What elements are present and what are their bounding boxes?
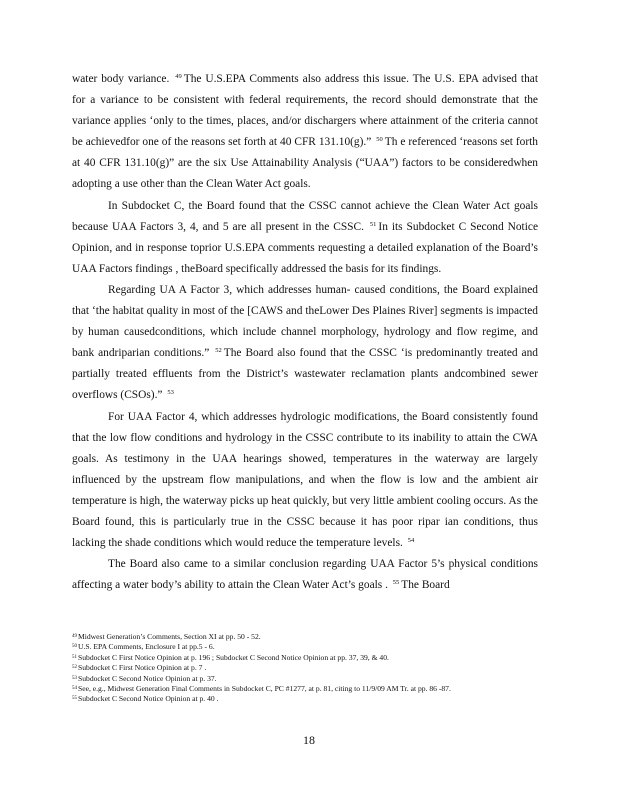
paragraph-text: water body variance. [72, 73, 174, 85]
footnote-text: Subdocket C Second Notice Opinion at p. 37. [78, 673, 217, 683]
footnote-text: Subdocket C First Notice Opinion at p. 7 . [78, 663, 207, 673]
footnote-number: 51 [72, 654, 77, 660]
footnote-number: 55 [72, 696, 77, 702]
paragraph-text: Th e referenced ‘reasons set forth at 40 CFR 131.10(g)” are the six Use Attainability Analysis (“UAA”) factors to be consideredwhen adopting a use other than the Clean Water Act goals. [72, 136, 538, 191]
footnote-text: Midwest Generation’s Comments, Section XI at pp. 50 - 52. [78, 632, 261, 641]
paragraph [72, 196, 538, 280]
footnote-number: 50 [72, 644, 77, 650]
footnote-marker: 51 [369, 220, 377, 228]
footnotes [72, 632, 538, 705]
paragraph-text: Regarding UA A Factor 3, which addresses human- caused conditions, the Board explained that ‘the habitat quality in most of the [CAWS and theLower Des Plaines River] segments is impacted by human causedconditions, which include channel morphology, hydrology and flow regime, and bank andriparian conditions.” [72, 283, 538, 360]
paragraph-text: The U.S.EPA Comments also address this issue. The U.S. EPA advised that for a variance to be consistent with federal requirements, the record should demonstrate that the variance applies ‘only to the times, places, and/or dischargers where attainment of the criteria cannot be achievedfor one of the reasons set forth at 40 CFR 131.10(g).” [72, 73, 538, 149]
footnote-marker: 53 [167, 389, 174, 397]
footnote [72, 632, 538, 642]
footnote-marker: 52 [215, 347, 222, 355]
paragraph-text: The Board [401, 579, 450, 592]
footnote-text: See, e.g., Midwest Generation Final Comments in Subdocket C, PC #1277, at p. 81, citing to 11/9/09 AM Tr. at pp. 86 -87. [78, 684, 451, 694]
footnote-marker: 54 [407, 537, 415, 545]
body-text [72, 69, 538, 596]
footnote-number: 52 [72, 665, 77, 671]
footnote-marker: 50 [376, 136, 383, 144]
paragraph-text: In Subdocket C, the Board found that the CSSC cannot achieve the Clean Water Act goals because UAA Factors 3, 4, and 5 are all present in the CSSC. [72, 199, 538, 233]
footnote-text: Subdocket C First Notice Opinion at p. 196 ; Subdocket C Second Notice Opinion at pp. 37, 39, & 40. [78, 652, 389, 662]
footnote [72, 653, 538, 663]
paragraph [72, 280, 538, 407]
paragraph [72, 69, 538, 196]
footnote [72, 642, 538, 652]
footnote [72, 684, 538, 694]
paragraph-text: For UAA Factor 4, which addresses hydrologic modifications, the Board consistently found that the low flow conditions and hydrology in the CSSC contribute to its inability to attain the CWA goals. As testimony in the UAA hearings showed, temperatures in the waterway are largely influenced by the upstream flow manipulations, and when the flow is low and the ambient air temperature is high, the waterway picks up heat quickly, but very little ambient cooling occurs. As the Board found, this is particularly true in the CSSC because it has poor ripar ian conditions, thus lacking the shade conditions which would reduce the temperature levels. [72, 410, 538, 550]
paragraph [72, 554, 538, 596]
footnote-number: 49 [72, 634, 77, 639]
footnote-text: Subdocket C Second Notice Opinion at p. 40 . [78, 694, 219, 704]
paragraph-text: The Board also came to a similar conclusion regarding UAA Factor 5’s physical conditions affecting a water body’s ability to attain the Clean Water Act’s goals . [72, 558, 538, 592]
footnote-marker: 49 [175, 73, 182, 80]
paragraph-text: The Board also found that the CSSC ‘is predominantly treated and partially treated effluents from the District’s wastewater reclamation plants andcombined sewer overflows (CSOs).” [72, 347, 538, 402]
footnote [72, 663, 538, 673]
paragraph [72, 407, 538, 555]
page-number: 18 [303, 733, 315, 747]
footnote [72, 674, 538, 684]
footnote-number: 54 [72, 686, 77, 692]
paragraph-text: In its Subdocket C Second Notice Opinion, and in response toprior U.S.EPA comments requesting a detailed explanation of the Board’s UAA Factors findings , theBoard specifically addressed the basis for its findings. [72, 220, 538, 275]
footnote-number: 53 [72, 675, 77, 681]
footnote-marker: 55 [392, 579, 400, 587]
footnote [72, 694, 538, 704]
footnote-text: U.S. EPA Comments, Enclosure I at pp.5 - 6. [78, 642, 215, 652]
